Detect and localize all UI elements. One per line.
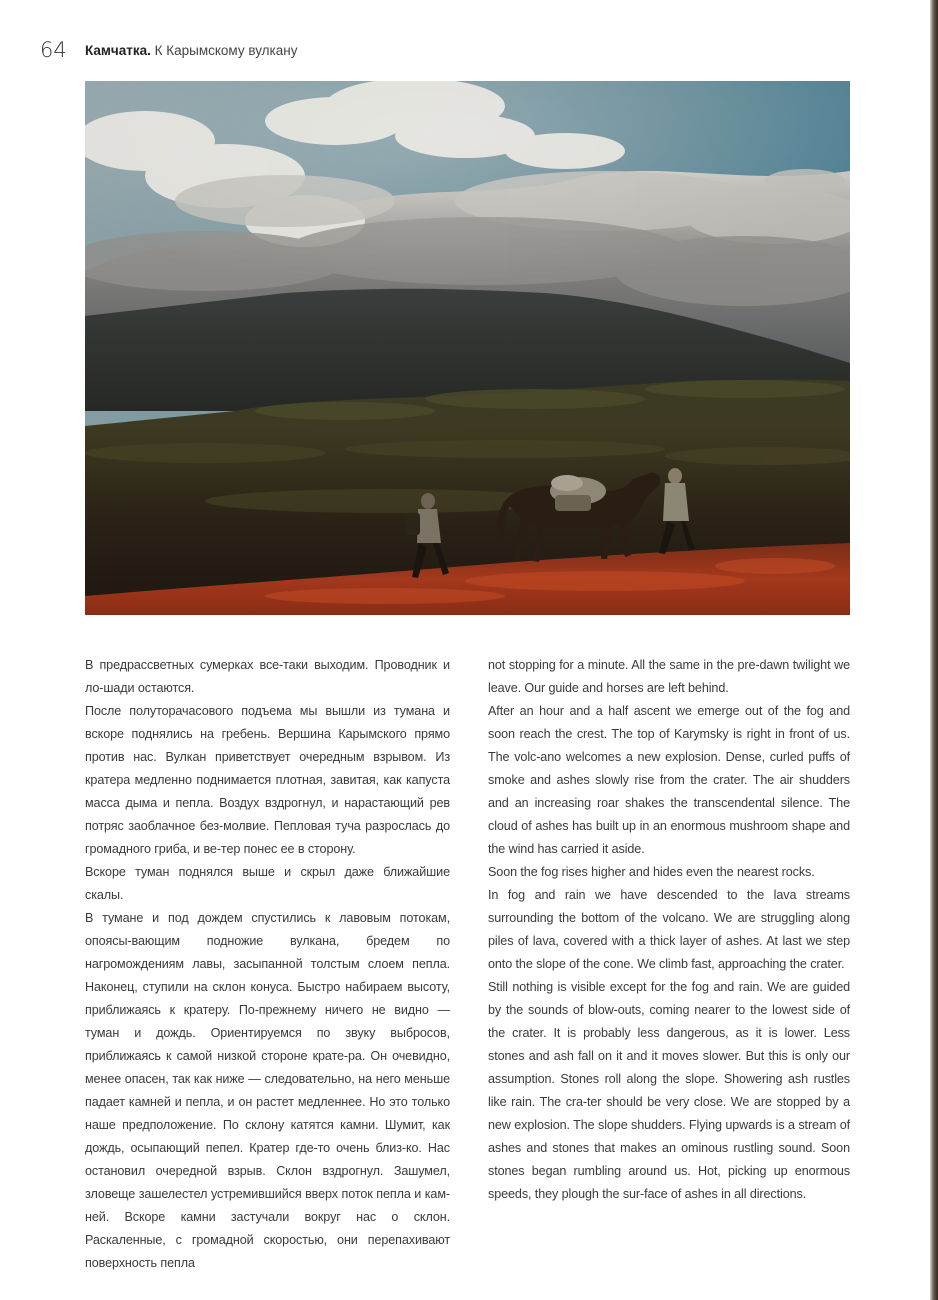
paragraph: Still nothing is visible except for the fog and rain. We are guided by the sounds of blow-outs, coming nearer to the lowest side of the crater. It is probably less dangerous, as it is lower. Less stones and ash fall on it and it moves slower. But this is only our assumption. Stones roll along the slope. Showering ash rustles like rain. The cra-ter should be very close. We are stopped by a new explosion. The slope shudders. Flying upwards is a stream of ashes and stones that makes an ominous rustling sound. Soon stones began rumbling around us. Hot, picking up enormous speeds, they plough the sur-face of ashes in all directions. (488, 980, 850, 1201)
paragraph: Вскоре туман поднялся выше и скрыл даже ближайшие скалы. (85, 865, 450, 902)
running-title-subject: К Карымскому вулкану (150, 43, 298, 58)
paragraph: Soon the fog rises higher and hides even the nearest rocks. (488, 865, 815, 879)
paragraph: После полуторачасового подъема мы вышли из тумана и вскоре поднялись на гребень. Вершина Карымского прямо против нас. Вулкан приветствует очередным взрывом. Из кратера медленно поднимается плотная, завитая, как капуста масса дыма и пепла. Воздух вздрогнул, и нарастающий рев потряс заоблачное без-молвие. Пепловая туча разрослась до громадного гриба, и ве-тер понес ее в сторону. (85, 704, 450, 856)
landscape-photo (85, 81, 850, 615)
paragraph: В тумане и под дождем спустились к лавовым потокам, опоясы-вающим подножие вулкана, бредем по нагромождениям лавы, засыпанной толстым слоем пепла. Наконец, ступили на склон конуса. Быстро набираем высоту, приближаясь к кратеру. По-прежнему ничего не видно — туман и дождь. Ориентируемся по звуку выбросов, приближаясь к самой низкой стороне крате-ра. Он очевидно, менее опасен, так как ниже — следовательно, на него меньше падает камней и пепла, и он растет медленнее. Но это только наше предположение. По склону катятся камни. Шумит, как дождь, осыпающий пепел. Кратер где-то очень близ-ко. Нас остановил очередной взрыв. Склон вздрогнул. Зашумел, зловеще зашелестел устремившийся вверх поток пепла и кам-ней. Вскоре камни застучали вокруг нас о склон. Раскаленные, с громадной скоростью, они перепахивают поверхность пепла (85, 911, 450, 1270)
paragraph: In fog and rain we have descended to the lava streams surrounding the bottom of the volcano. We are struggling along piles of lava, covered with a thick layer of ashes. At last we step onto the slope of the cone. We climb fast, approaching the crater. (488, 888, 850, 971)
paragraph: After an hour and a half ascent we emerge out of the fog and soon reach the crest. The top of Karymsky is right in front of us. The volc-ano welcomes a new explosion. Dense, curled puffs of smoke and ashes slowly rise from the crater. The air shudders and an increasing roar shakes the transcendental silence. The cloud of ashes has built up in an enormous mushroom shape and the wind has carried it aside. (488, 704, 850, 856)
running-title (85, 43, 297, 58)
english-text-column (488, 654, 850, 1206)
page-number: 64 (40, 38, 67, 62)
page-edge-shadow (930, 0, 938, 1300)
paragraph: В предрассветных сумерках все-таки выходим. Проводник и ло-шади остаются. (85, 658, 450, 695)
paragraph: not stopping for a minute. All the same in the pre-dawn twilight we leave. Our guide and horses are left behind. (488, 658, 850, 695)
russian-text-column (85, 654, 450, 1275)
running-title-region: Камчатка. (85, 43, 151, 58)
